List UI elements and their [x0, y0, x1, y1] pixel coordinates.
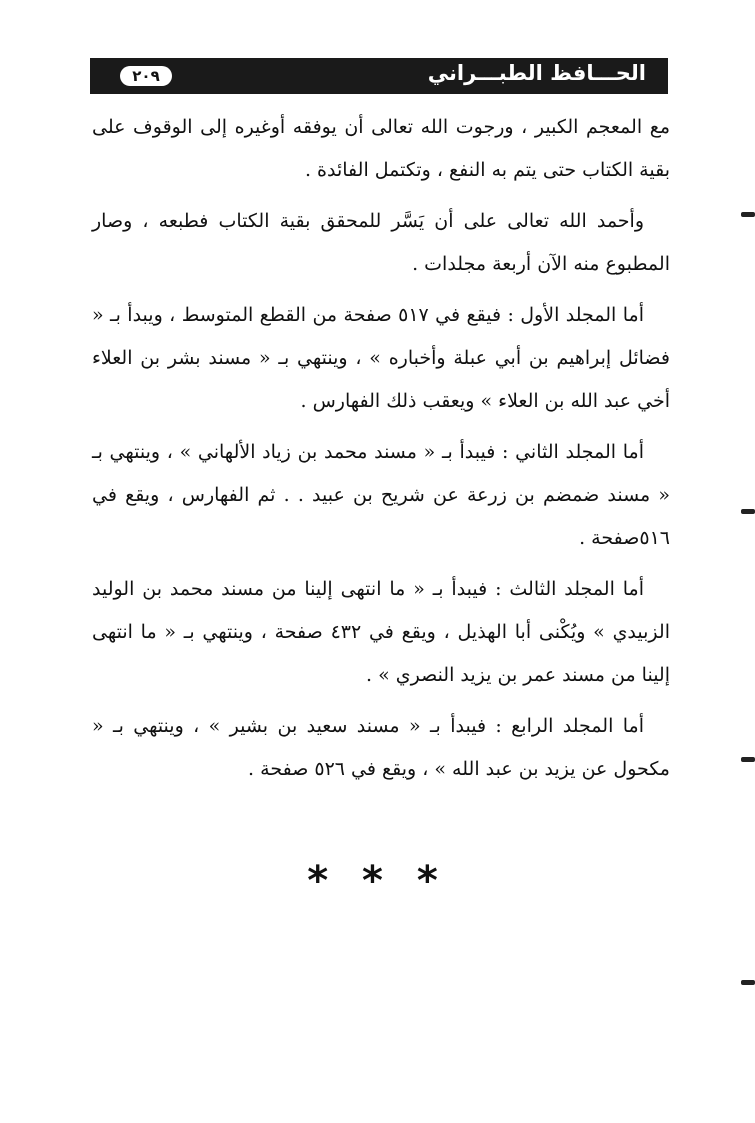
section-separator: * * * — [307, 858, 448, 904]
paragraph-volume-1: أما المجلد الأول : فيقع في ٥١٧ صفحة من القطع المتوسط ، ويبدأ بـ « فضائل إبراهيم بن أبي عبلة وأخباره » ، وينتهي بـ « مسند بشر بن العلاء أخي عبد الله بن العلاء » ويعقب ذلك الفهارس . — [92, 304, 670, 412]
page-body — [92, 106, 670, 799]
scan-edge-mark — [741, 212, 755, 217]
scan-edge-mark — [741, 509, 755, 514]
paragraph-2: وأحمد الله تعالى على أن يَسَّر للمحقق بقية الكتاب فطبعه ، وصار المطبوع منه الآن أربعة مجلدات . — [92, 210, 670, 275]
header-title: الحـــافظ الطبـــراني — [427, 61, 646, 85]
page-number-badge: ٢٠٩ — [120, 66, 172, 86]
paragraph-1: مع المعجم الكبير ، ورجوت الله تعالى أن يوفقه أوغيره إلى الوقوف على بقية الكتاب حتى يتم به النفع ، وتكتمل الفائدة . — [92, 116, 670, 181]
scan-edge-mark — [741, 757, 755, 762]
paragraph-volume-4: أما المجلد الرابع : فيبدأ بـ « مسند سعيد بن بشير » ، وينتهي بـ « مكحول عن يزيد بن عبد الله » ، ويقع في ٥٢٦ صفحة . — [92, 715, 670, 780]
scan-edge-mark — [741, 980, 755, 985]
paragraph-volume-2: أما المجلد الثاني : فيبدأ بـ « مسند محمد بن زياد الألهاني » ، وينتهي بـ « مسند ضمضم بن زرعة عن شريح بن عبيد . . ثم الفهارس ، ويقع في ٥١٦صفحة . — [92, 441, 670, 549]
running-header — [90, 58, 668, 94]
paragraph-volume-3: أما المجلد الثالث : فيبدأ بـ « ما انتهى إلينا من مسند محمد بن الوليد الزبيدي » ويُكْنى أبا الهذيل ، ويقع في ٤٣٢ صفحة ، وينتهي بـ « ما انتهى إلينا من مسند عمر بن يزيد النصري » . — [92, 578, 670, 686]
